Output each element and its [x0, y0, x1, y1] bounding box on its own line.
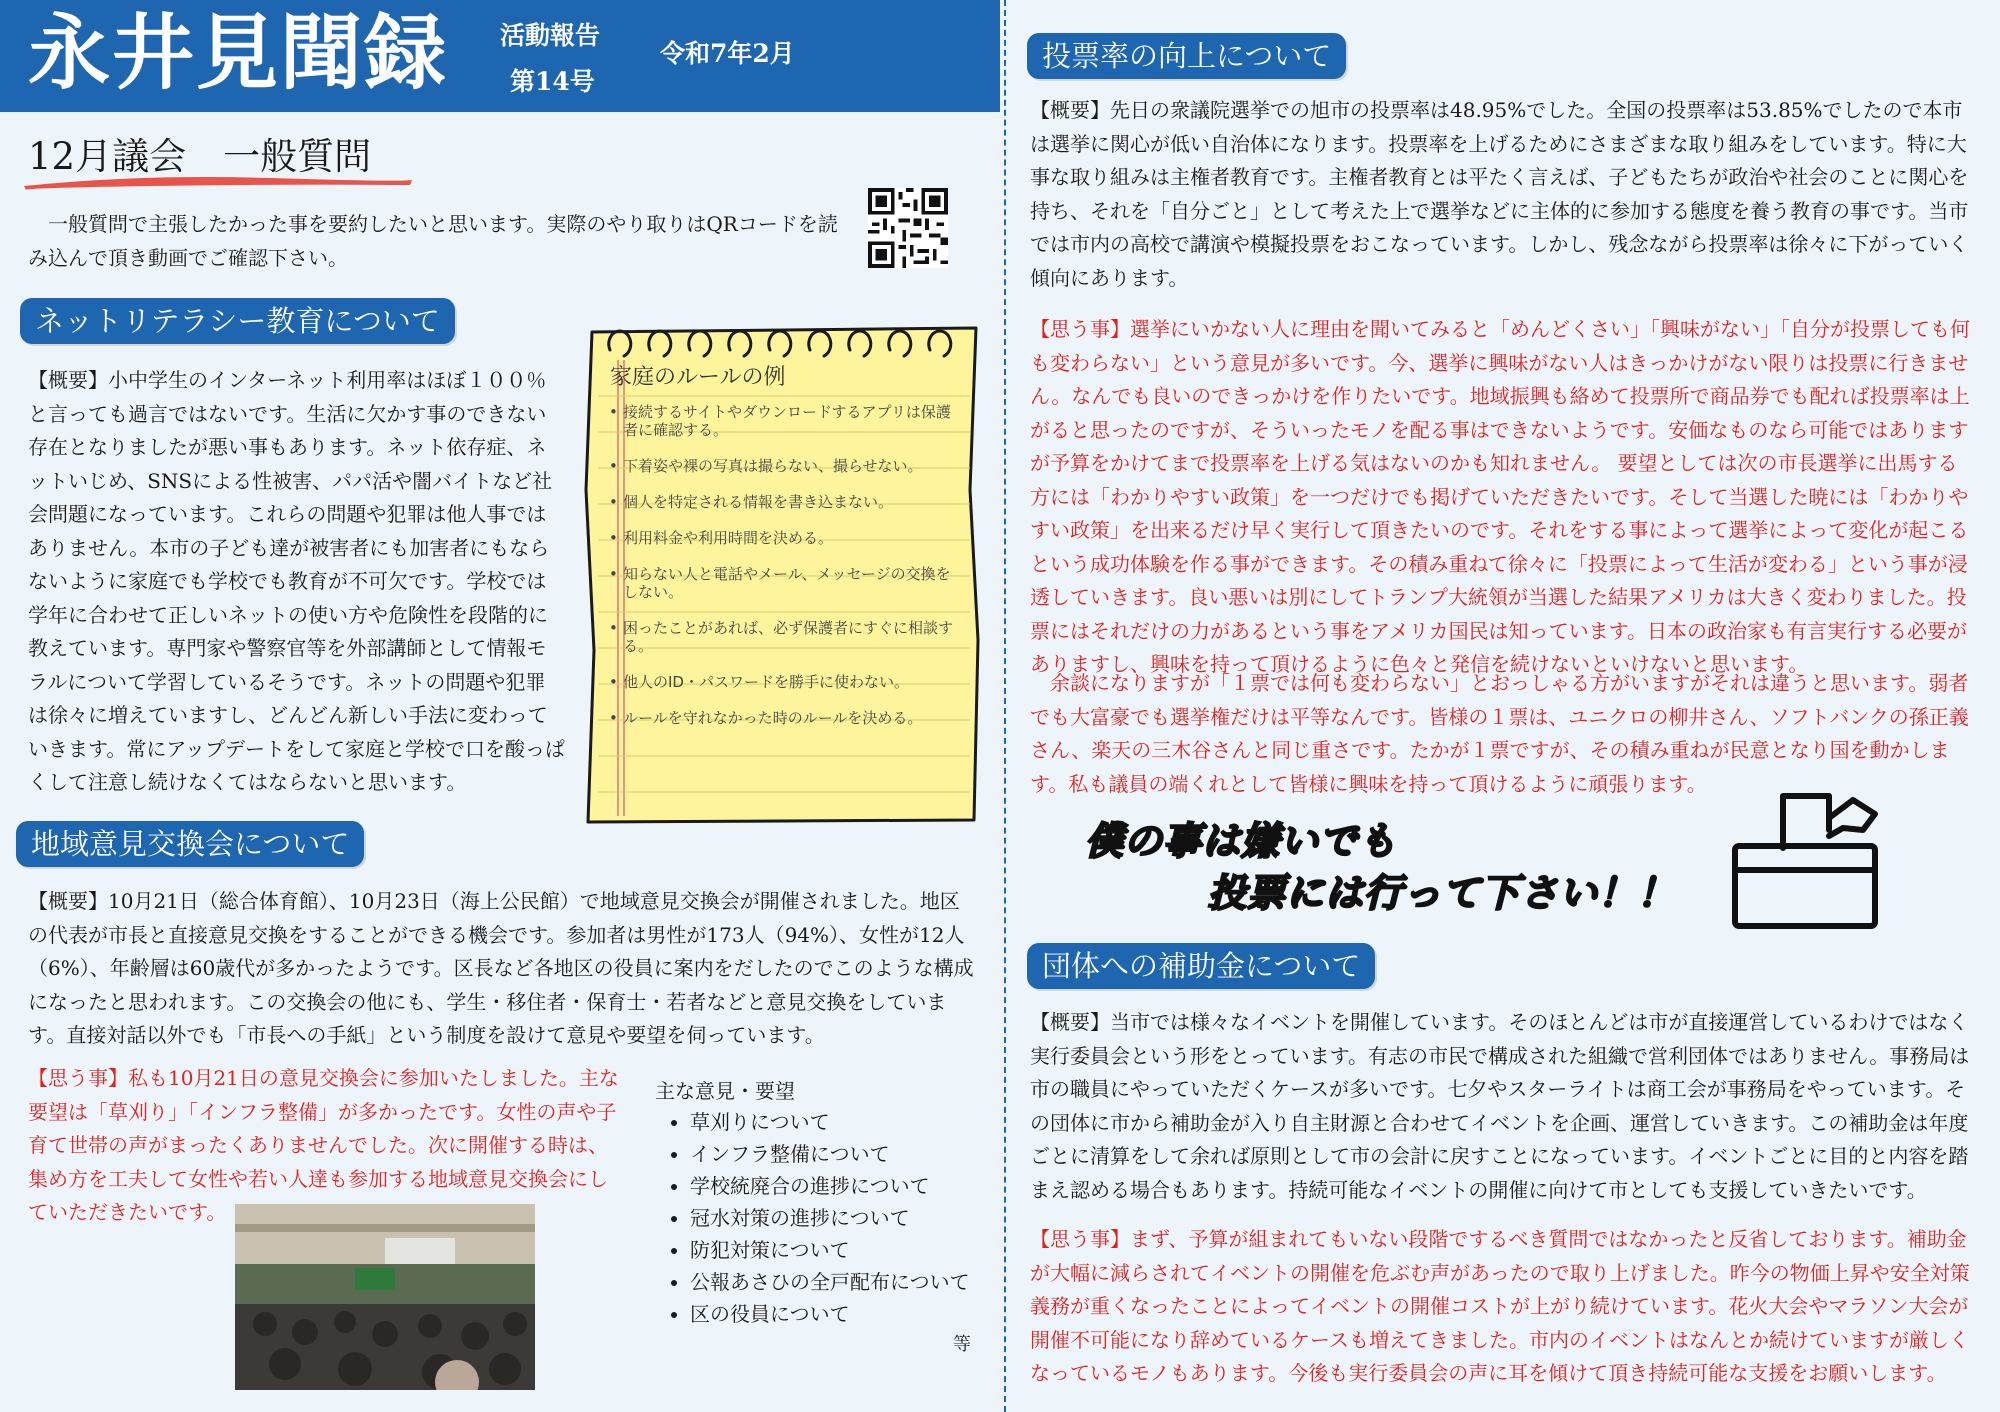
slogan-line-1: 僕の事は嫌いでも: [1085, 819, 1398, 863]
intro-text: 一般質問で主張したかった事を要約したいと思います。実際のやり取りはQRコードを読み込んで頂き動画でご確認下さい。: [28, 212, 838, 270]
rules-list-item: • ルールを守れなかった時のルールを決める。: [605, 709, 965, 727]
opinion-item: • インフラ整備について: [690, 1138, 970, 1170]
issue-number: 第14号: [510, 67, 595, 96]
slogan-line-2: 投票には行って下さい！！: [1208, 871, 1677, 915]
section-header-net-literacy: ネットリテラシー教育について: [20, 298, 455, 344]
rules-list-item: • 個人を特定される情報を書き込まない。: [605, 493, 965, 511]
section-header-community-meeting: 地域意見交換会について: [16, 821, 364, 867]
opinion-item: • 区の役員について: [690, 1298, 970, 1330]
voter-turnout-opinion: 【思う事】選挙にいかない人に理由を聞いてみると「めんどくさい」「興味がない」「自分が投票しても何も変わらない」という意見が多いです。今、選挙に興味がない人はきっかけがない限りは投票に行きません。なんでも良いのできっかけを作りたいです。地域振興も絡めて投票所で商品券でも配れば投票率は上がると思ったのですが、そういったモノを配る事はできないようです。安価なものなら可能ではありますが予算をかけてまで投票率を上げる気はないのかも知れません。 要望としては次の市長選挙に出馬する方には「わかりやすい政策」を一つだけでも掲げていただきたいです。そして当選した暁には「わかりやすい政策」を出来るだけ早く実行して頂きたいのです。それをする事によって選挙によって変化が起こるという成功体験を作る事ができます。その積み重ねて徐々に「投票によって生活が変わる」という事が浸透していきます。良い悪いは別にしてトランプ大統領が当選した結果アメリカは大きく変わりました。投票にはそれだけの力があるという事をアメリカ国民は知っています。日本の政治家も有言実行する必要がありますし、興味を持って頂けるように色々と発信を続けないといけないと思います。: [1030, 317, 1970, 676]
voter-turnout-text: 【概要】先日の衆議院選挙での旭市の投票率は48.95%でした。全国の投票率は53.85%でしたので本市は選挙に関心が低い自治体になります。投票率を上げるためにさまざまな取り組みをしています。特に大事な取り組みは主権者教育です。主権者教育とは平たく言えば、子どもたちが政治や社会のことに関心を持ち、それを「自分ごと」として考えた上で選挙などに主体的に参加する態度を養う教育の事です。当市では市内の高校で講演や模擬投票をおこなっています。しかし、残念ながら投票率は徐々に下がっていく傾向にあります。: [1030, 98, 1969, 290]
ballot-box-icon: [1725, 790, 1885, 932]
subsidy-text: 【概要】当市では様々なイベントを開催しています。そのほとんどは市が直接運営しているわけではなく実行委員会という形をとっています。有志の市民で構成された組織で営利団体ではありません。事務局は市の職員にやっていただくケースが多いです。七夕やスターライトは商工会が事務局をやっています。その団体に市から補助金が入り自主財源と合わせてイベントを企画、運営していきます。この補助金は年度ごとに清算をして余れば原則として市の会計に戻すことになっています。イベントごとに目的と内容を踏まえ認める場合もあります。持続可能なイベントの開催に向けて市としても支援していきたいです。: [1030, 1010, 1970, 1202]
opinion-item: • 冠水対策の進捗について: [690, 1202, 970, 1234]
section-header-subsidy: 団体への補助金について: [1027, 943, 1375, 989]
column-divider: [1004, 0, 1006, 1412]
section-title-december-assembly: 12月議会 一般質問: [28, 135, 372, 178]
opinions-title: 主な意見・要望: [655, 1079, 795, 1103]
opinion-item: • 公報あさひの全戸配布について: [690, 1266, 970, 1298]
community-meeting-text: 【概要】10月21日（総合体育館）、10月23日（海上公民館）で地域意見交換会が開催されました。地区の代表が市長と直接意見交換をすることができる機会です。参加者は男性が173人（94%）、女性が12人（6%）、年齢層は60歳代が多かったようです。区長など各地区の役員に案内をだしたのでこのような構成になったと思われます。この交換会の他にも、学生・移住者・保育士・若者などと意見交換をしています。直接対話以外でも「市長への手紙」という制度を設けて意見や要望を伺っています。: [28, 889, 974, 1047]
section-header-voter-turnout: 投票率の向上について: [1027, 33, 1346, 79]
rules-list-item: • 下着姿や裸の写真は撮らない、撮らせない。: [605, 457, 965, 475]
issue-date: 令和7年2月: [660, 39, 795, 68]
rules-note-title: 家庭のルールの例: [610, 365, 786, 390]
community-meeting-opinion: 【思う事】私も10月21日の意見交換会に参加いたしました。主な要望は「草刈り」「インフラ整備」が多かったです。女性の声や子育て世帯の声がまったくありませんでした。次に開催する時は、集め方を工夫して女性や若い人達も参加する地域意見交換会にしていただきたいです。: [28, 1066, 619, 1224]
qr-code[interactable]: [868, 188, 948, 268]
voter-turnout-opinion-aside: 余談になりますが「１票では何も変わらない」とおっしゃる方がいますがそれは違うと思います。弱者でも大富豪でも選挙権だけは平等なんです。皆様の１票は、ユニクロの柳井さん、ソフトバンクの孫正義さん、楽天の三木谷さんと同じ重さです。たかが１票ですが、その積み重ねが民意となり国を動かします。私も議員の端くれとして皆様に興味を持って頂けるように頑張ります。: [1030, 671, 1969, 796]
subsidy-opinion: 【思う事】まず、予算が組まれてもいない段階でするべき質問ではなかったと反省しております。補助金が大幅に減らされてイベントの開催を危ぶむ声があったので取り上げました。昨今の物価上昇や安全対策義務が重くなったことによってイベントの開催コストが上がり続けています。花火大会やマラソン大会が開催不可能になり辞めているケースも増えてきました。市内のイベントはなんとか続けていますが厳しくなっているモノもあります。今後も実行委員会の声に耳を傾けて頂き持続可能な支援をお願いします。: [1030, 1227, 1970, 1385]
rules-list-item: • 困ったことがあれば、必ず保護者にすぐに相談する。: [605, 619, 965, 655]
rules-list-item: • 接続するサイトやダウンロードするアプリは保護者に確認する。: [605, 403, 965, 439]
rules-list-item: • 他人のID・パスワードを勝手に使わない。: [605, 673, 965, 691]
report-label: 活動報告: [500, 21, 601, 50]
newsletter-title: 永井見聞録: [28, 6, 449, 101]
rules-list-item: • 利用料金や利用時間を決める。: [605, 529, 965, 547]
opinion-item: • 草刈りについて: [690, 1106, 970, 1138]
opinions-list: [662, 1106, 970, 1330]
net-literacy-text: 【概要】小中学生のインターネット利用率はほぼ１００％と言っても過言ではないです。生活に欠かす事のできない存在となりましたが悪い事もあります。ネット依存症、ネットいじめ、SNSによる性被害、パパ活や闇バイトなど社会問題になっています。これらの問題や犯罪は他人事ではありません。本市の子ども達が被害者にも加害者にもならないように家庭でも学校でも教育が不可欠です。学校では学年に合わせて正しいネットの使い方や危険性を段階的に教えています。専門家や警察官等を外部講師として情報モラルについて学習しているそうです。ネットの問題や犯罪は徐々に増えていますし、どんどん新しい手法に変わっていきます。常にアップデートをして家庭と学校で口を酸っぱくして注意し続けなくてはならないと思います。: [28, 368, 565, 794]
opinion-item: • 学校統廃合の進捗について: [690, 1170, 970, 1202]
rules-list: [605, 403, 965, 745]
opinions-etc: 等: [953, 1334, 971, 1355]
opinion-item: • 防犯対策について: [690, 1234, 970, 1266]
meeting-photo: [235, 1204, 535, 1390]
rules-list-item: • 知らない人と電話やメール、メッセージの交換をしない。: [605, 565, 965, 601]
